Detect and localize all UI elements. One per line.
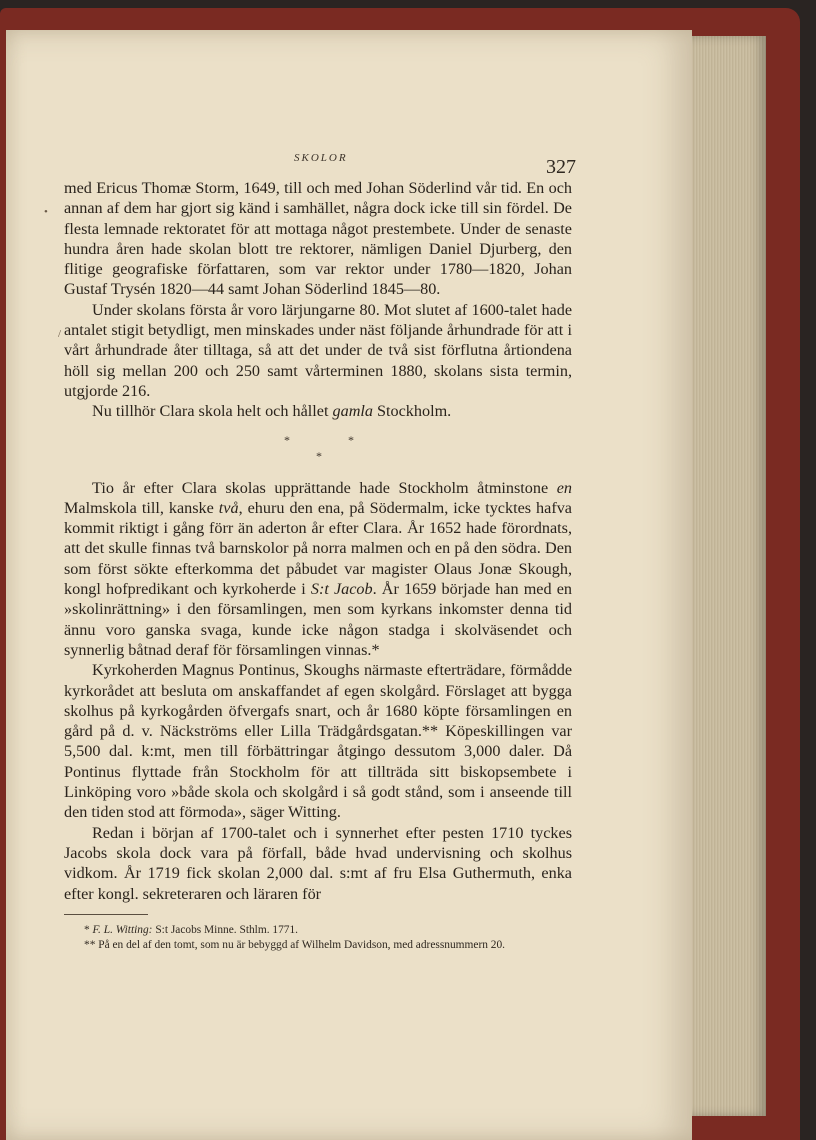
margin-mark: / xyxy=(58,328,62,340)
paragraph-4-text-a: Tio år efter Clara skolas upprättande hade Stockholm åtminstone xyxy=(92,478,557,497)
paragraph-4 xyxy=(64,478,572,661)
footnotes xyxy=(64,923,572,954)
paragraph-4-emphasis-2: två xyxy=(218,498,239,517)
margin-mark: • xyxy=(44,206,48,218)
separator-star-left: * xyxy=(284,432,290,447)
section-separator xyxy=(64,422,572,478)
running-head: SKOLOR xyxy=(294,152,348,164)
paragraph-3-text-b: Stockholm. xyxy=(372,402,452,421)
page-number: 327 xyxy=(546,156,576,178)
page-edges xyxy=(690,36,766,1116)
paragraph-1: med Ericus Thomæ Storm, 1649, till och med Johan Söderlind vår tid. En och annan af dem har gjort sig känd i samhället, några dock icke till sin fördel. De flesta lemnade rektoratet för att mottaga något prestembete. Under de senaste hundra åren hade skolan blott tre rektorer, nämligen Daniel Djurberg, den flitige geografiske författaren, som var rektor under 1780—1820, Johan Gustaf Trysén 1820—44 samt Johan Söderlind 1845—80. xyxy=(64,179,572,299)
paragraph-4-text-b: Malmskola till, kanske xyxy=(64,498,219,517)
paragraph-6: Redan i början af 1700-talet och i synnerhet efter pesten 1710 tyckes Jacobs skola dock vara på förfall, både hvad undervisning och skolhus vidkom. År 1719 fick skolan 2,000 dal. s:mt af fru Elsa Guthermuth, enka efter kongl. sekreteraren och läraren för xyxy=(64,823,572,903)
paragraph-3-emphasis: gamla xyxy=(332,402,373,421)
paragraph-4-text-d: . År 1659 började han med en »skolinrättning» i den församlingen, men som kyrkans inkomster denna tid ännu voro ganska svaga, kunde icke någon stadga i skolväsendet och synnerlig båtnad deraf för församlingen vinnas.* xyxy=(64,580,572,659)
page-header xyxy=(6,152,692,178)
body-text xyxy=(64,178,572,954)
footnote-1-mark: * xyxy=(84,923,93,936)
book-page xyxy=(6,30,692,1140)
paragraph-5: Kyrkoherden Magnus Pontinus, Skoughs närmaste efterträdare, förmådde kyrkorådet att besluta om anskaffandet af egen skolgård. Förslaget att bygga skolhus på kyrkogården öfvergafs snart, och år 1680 köpte församlingen en gård på d. v. Näckströms eller Lilla Trädgårdsgatan.** Köpeskillingen var 5,500 dal. k:mt, men till förbättringar åtgingo dessutom 3,000 daler. Då Pontinus flyttade från Stockholm för att tillträda sitt biskopsembete i Linköping voro »både skola och skolgård i så godt stånd, som i anseende till den tiden stod att förmoda», säger Witting. xyxy=(64,661,572,822)
paragraph-2: Under skolans första år voro lärjungarne 80. Mot slutet af 1600-talet hade antalet stigit betydligt, men minskades under näst följande århundrade för att i vårt århundrade åter tilltaga, så att det under de två sist förflutna årtiondena höll sig mellan 200 och 250 samt vårterminen 1880, skolans sista termin, utgjorde 216. xyxy=(64,300,572,400)
paragraph-3-text-a: Nu tillhör Clara skola helt och hållet xyxy=(92,402,333,421)
separator-star-right: * xyxy=(348,432,354,447)
separator-star-bottom: * xyxy=(316,448,322,463)
footnote-2: ** På en del af den tomt, som nu är bebyggd af Wilhelm Davidson, med adressnummern 20. xyxy=(84,939,506,952)
paragraph-4-text-c: , ehuru den ena, på Södermalm, icke tycktes hafva kommit riktigt i gång förr än aderton år efter Clara. År 1652 hade förordnats, att det skulle finnas två barnskolor på norra malmen och en på den södra. Den som först sökte efterkomma det påbudet var magister Olaus Jonæ Skough, kongl hofpredikant och kyrkoherde i xyxy=(64,498,572,599)
footnote-divider xyxy=(64,914,148,915)
footnote-1 xyxy=(64,923,572,939)
footnote-1-author: F. L. Witting: xyxy=(92,923,153,936)
footnote-1-text: S:t Jacobs Minne. Sthlm. 1771. xyxy=(152,923,299,936)
paragraph-4-emphasis-1: en xyxy=(556,478,572,497)
paragraph-4-emphasis-3: S:t Jacob xyxy=(310,580,373,599)
paragraph-3 xyxy=(64,401,572,421)
